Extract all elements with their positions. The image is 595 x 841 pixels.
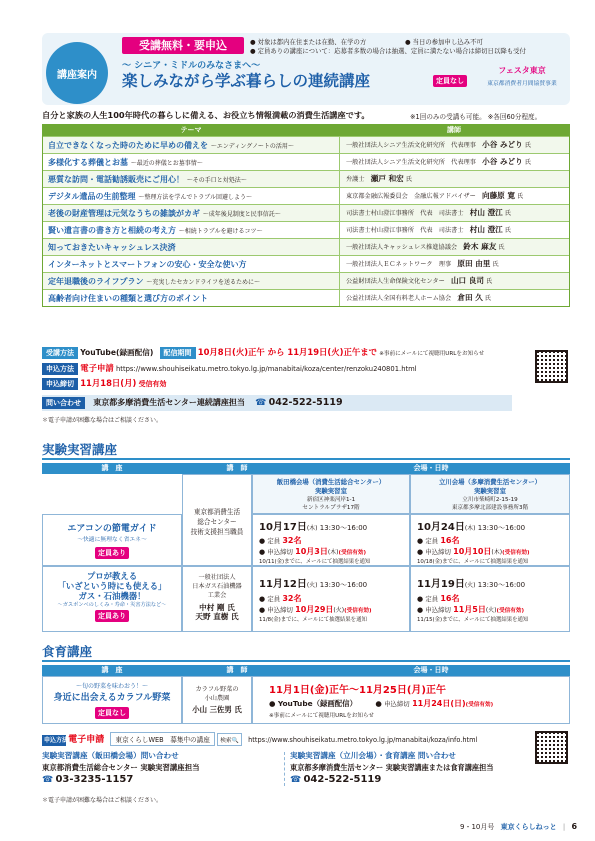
col-theme: テーマ [180,126,202,134]
deadline-suffix: 受信有効 [138,380,167,388]
contact-divider [284,752,285,786]
apply-label-2: 申込方法 [44,737,69,744]
lecture-lecturer: 一般社団法人キャッシュレス推進協議会 鈴木 麻友 氏 [339,239,569,255]
apply-url-link[interactable]: https://www.shouhiseikatu.metro.tokyo.lg.jp/manabitai/koza/center/renzoku240801.html [115,365,417,373]
schedule-c1-v1: 10月17日(木) 13:30～16:00 ● 定員 32名 ● 申込締切 10月3日(木)(受信有効) 10/11(金)までに、メールにて抽選結果を通知 [252,514,410,566]
phone-icon: ☎ [42,775,54,785]
table-row [43,170,569,187]
period-note: ※事前にメールにて視聴用URLをお知らせ [379,351,485,357]
method-label: 受講方法 [42,347,78,359]
lecture-lecturer: 一般社団法人シニア生活文化研究所 代表理事 小谷 みどり 氏 [339,154,569,170]
contact-row-1 [42,395,512,411]
page-title: 楽しみながら学ぶ暮らしの連続講座 [122,72,371,90]
lecture-theme: 定年退職後のライフプラン ～充実したセカンドライフを送るために～ [48,276,260,286]
footnote-2: ＊電子申請が困難な場合はご相談ください。 [42,797,163,804]
apply-method-2: 電子申請 [68,735,105,745]
lecture-theme: 多様化する葬儀とお墓 ～最近の葬儀とお墓事情～ [48,157,203,167]
lecture-theme: 知っておきたいキャッシュレス決済 [48,242,176,252]
header-note-3: ● 定員ありの講座について：応募者多数の場合は抽選、定員に満たない場合は締切日以降も受付 [250,47,526,55]
lecture-theme: 高齢者向け住まいの種類と選び方のポイント [48,293,208,303]
lecture-table [42,124,570,307]
lecture-theme: 悪質な訪問・電話勧誘販売にご用心！ ～その手口と対処法～ [48,174,247,184]
apply-method-row [42,362,512,375]
lecture-lecturer: 司法書士村山澄江事務所 代表 司法書士 村山 澄江 氏 [339,205,569,221]
course-guide-badge: 講座案内 [46,42,108,104]
search-icon: 🔍 [231,738,239,744]
lecture-lecturer: 公益社団法人全国有料老人ホーム協会 倉田 久 氏 [339,290,569,306]
course-aircon: エアコンの節電ガイド ～快適に無理なく省エネ～ 定員あり [42,514,182,566]
schedule-c2-v1: 11月12日(火) 13:30～16:00 ● 定員 32名 ● 申込締切 10月29日(火)(受信有効) 11/8(金)までに、メールにて抽選結果を通知 [252,566,410,632]
lecturer-gas: 一般社団法人 日本ガス石油機器 工業会 中村 剛 氏 天野 直樹 氏 [182,566,252,632]
intro-note: ※1回のみの受講も可能。 ※各回60分程度。 [410,113,542,121]
contact-org: 東京都多摩消費生活センター連続講座担当 [93,398,245,407]
table-row [43,289,569,306]
capacity-tag: 定員あり [95,547,129,559]
table-row [43,187,569,204]
schedule-c1-v2: 10月24日(木) 13:30～16:00 ● 定員 16名 ● 申込締切 10月10日(木)(受信有効) 10/18(金)までに、メールにて抽選結果を通知 [410,514,570,566]
method-value: YouTube(録画配信) [80,348,154,357]
col-lecturer: 講師 [447,126,461,134]
lecture-lecturer: 公益財団法人生命保険文化センター 山口 良司 氏 [339,273,569,289]
course-gas: プロが教える 「いざという時にも使える」 ガス・石油機器！ ～ガスボンベのしくみ・寿命・災害方法など～ 定員あり [42,566,182,632]
lecture-theme: 賢い遺言書の書き方と相続の考え方 ～相続トラブルを避けるコツ～ [48,225,263,235]
page-number: 6 [571,822,578,831]
delivery-info-row [42,346,570,359]
phone-icon: ☎ [255,398,267,408]
contact-iidabashi: 実験実習講座（飯田橋会場）問い合わせ 東京都消費生活総合センター 実験実習講座担当 ☎ 03-3235-1157 [42,751,200,785]
shokuiku-heading: 食育講座 [42,642,570,662]
table-row [43,238,569,255]
period-value: 10月8日(火)正午 から 11月19日(火)正午まで [197,347,377,357]
footer: 9・10月号 東京くらしねっと | 6 [460,822,578,831]
table-row [43,136,569,153]
deadline-value: 11月18日(月) [80,378,137,388]
lecture-lecturer: 司法書士村山澄江事務所 代表 司法書士 村山 澄江 氏 [339,222,569,238]
qr-code-1[interactable] [535,350,568,383]
contact-tachikawa: 実験実習講座（立川会場）・食育講座 問い合わせ 東京都多摩消費生活センター 実験実習講座または食育講座担当 ☎ 042-522-5119 [290,751,494,785]
course-vegetables: ～旬の野菜を味わおう！～ 身近に出会えるカラフル野菜 定員なし [42,676,182,724]
brand-logo: 東京くらしねっと [500,823,557,831]
lecture-theme: デジタル遺品の生前整理 ～整理方法を学んでトラブル回避しよう～ [48,191,252,201]
header-note-1: ● 対象は都内在住または在勤、在学の方 [250,38,367,46]
lecture-theme: 自立できなくなった時のために早めの備えを ～エンディングノートの活用～ [48,140,294,150]
no-limit-tag: 定員なし [433,75,467,87]
jikken-heading: 実験実習講座 [42,440,570,460]
lecture-lecturer: 弁護士 瀬戸 和宏 氏 [339,171,569,187]
search-box[interactable]: 東京くらしWEB 募集中の講座 [110,732,214,746]
free-registration-banner: 受講無料・要申込 [122,37,244,54]
lecturer-aircon: 東京都消費生活 総合センター 技術支援担当職員 [182,474,252,566]
capacity-tag: 定員あり [95,610,129,622]
table-row [43,204,569,221]
table-header [43,125,569,136]
apply-row-2 [42,732,532,746]
header-subtitle: ～ シニア・ミドルのみなさまへ～ [122,61,261,71]
lecture-theme: 老後の財産管理は元気なうちの雑談がカギ ～成年後見制度と民事信託～ [48,208,281,218]
shokuiku-table-header: 講 座 講 師 会場・日時 [42,665,570,676]
phone-icon: ☎ [290,775,302,785]
table-row [43,272,569,289]
apply-method-label: 申込方法 [42,363,78,375]
table-row [43,255,569,272]
festa-logo: フェスタ東京 東京都消費者月間協賛事業 [487,66,557,87]
venue-tachikawa: 立川会場（多摩消費生活センター） 実験実習室 立川市柴崎町2-15-19 東京都多摩北部建設事務所3階 [410,474,570,514]
lecturer-vegetables: カラフル野菜の 小山農園 小山 三佐男 氏 [182,676,252,724]
apply-url-link-2[interactable]: https://www.shouhiseikatu.metro.tokyo.lg.jp/manabitai/koza/info.html [248,736,478,744]
lecture-theme: インターネットとスマートフォンの安心・安全な使い方 [48,259,247,269]
lecture-lecturer: 一般社団法人シニア生活文化研究所 代表理事 小谷 みどり 氏 [339,137,569,153]
table-row [43,153,569,170]
lecture-rows [43,136,569,306]
issue-label: 9・10月号 [460,823,495,831]
contact-tel: 042-522-5119 [268,397,343,408]
schedule-vegetables: 11月1日(金)正午～11月25日(月)正午 ● YouTube（録画配信） ● 申込締切 11月24日(日)(受信有効) ※事前にメールにて視聴用URLをお知らせ [252,676,570,724]
period-label: 配信期間 [160,347,196,359]
search-button[interactable]: 検索🔍 [217,733,242,746]
table-row [43,221,569,238]
lecture-lecturer: 東京都金融広報委員会 金融広報アドバイザー 向藤原 寛 氏 [339,188,569,204]
lecture-lecturer: 一般社団法人ＥＣネットワーク 理事 原田 由里 氏 [339,256,569,272]
contact-label: 問い合わせ [42,397,85,409]
intro-text: 自分と家族の人生100年時代の暮らしに備える、お役立ち情報満載の消費生活講座です。 [42,110,370,120]
footnote-1: ＊電子申請が困難な場合はご相談ください。 [42,417,163,424]
deadline-label: 申込締切 [42,378,78,390]
capacity-tag: 定員なし [95,707,129,719]
schedule-c2-v2: 11月19日(火) 13:30～16:00 ● 定員 16名 ● 申込締切 11月5日(火)(受信有効) 11/15(金)までに、メールにて抽選結果を通知 [410,566,570,632]
venue-iidabashi: 飯田橋会場（消費生活総合センター） 実験実習室 新宿区神楽河岸1-1 セントラルプラザ17階 [252,474,410,514]
jikken-table-header: 講 座 講 師 会場・日時 [42,463,570,474]
apply-method-value: 電子申請 [80,363,114,373]
header-note-2: ● 当日の参加申し込み不可 [405,38,483,46]
deadline-row [42,377,167,390]
